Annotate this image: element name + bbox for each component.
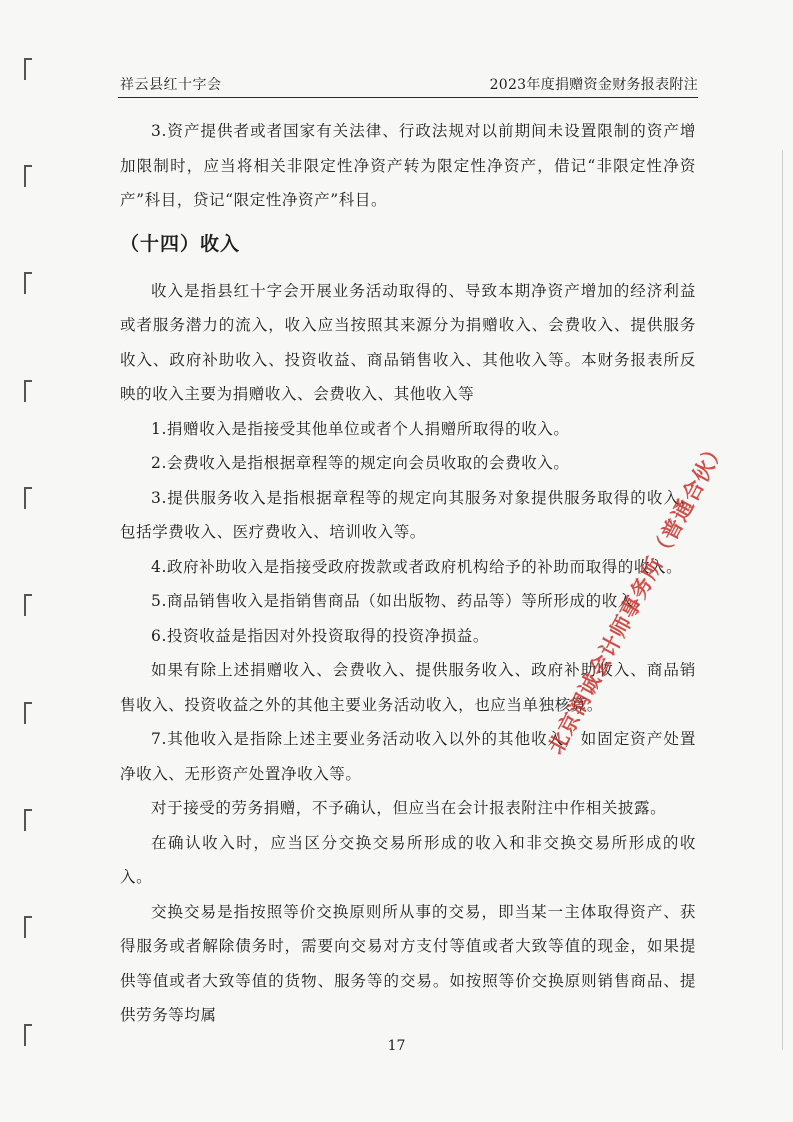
- binding-mark: [24, 487, 29, 509]
- binding-mark: [24, 702, 29, 724]
- binding-mark: [24, 58, 29, 80]
- document-body: [120, 114, 696, 1033]
- paragraph: 交换交易是指按照等价交换原则所从事的交易，即当某一主体取得资产、获得服务或者解除债务时，需要向交易对方支付等值或者大致等值的现金，如果提供等值或者大致等值的货物、服务等的交易。如按照等价交换原则销售商品、提供劳务等均属: [120, 902, 696, 1024]
- section-heading: （十四）收入: [120, 232, 241, 255]
- header-document-title: 2023年度捐赠资金财务报表附注: [489, 77, 698, 93]
- header-divider: [118, 97, 698, 98]
- paragraph: 如果有除上述捐赠收入、会费收入、提供服务收入、政府补助收入、商品销售收入、投资收益之外的其他主要业务活动收入，也应当单独核算。: [120, 661, 696, 714]
- paragraph: 1.捐赠收入是指接受其他单位或者个人捐赠所取得的收入。: [151, 419, 570, 438]
- paragraph: 对于接受的劳务捐赠，不予确认，但应当在会计报表附注中作相关披露。: [151, 799, 667, 817]
- paragraph: 在确认收入时，应当区分交换交易所形成的收入和非交换交易所形成的收入。: [120, 833, 696, 886]
- binding-mark: [24, 594, 29, 616]
- page-edge: [781, 150, 783, 1050]
- binding-mark: [24, 272, 29, 294]
- paragraph: 6.投资收益是指因对外投资取得的投资净损益。: [151, 626, 489, 645]
- paragraph: 2.会费收入是指根据章程等的规定向会员收取的会费收入。: [151, 454, 570, 472]
- paragraph: 4.政府补助收入是指接受政府拨款或者政府机构给予的补助而取得的收入。: [151, 557, 683, 576]
- paragraph: 5.商品销售收入是指销售商品（如出版物、药品等）等所形成的收入。: [151, 592, 650, 610]
- header-organization: 祥云县红十字会: [120, 77, 222, 93]
- binding-mark: [24, 916, 29, 938]
- paragraph: 收入是指县红十字会开展业务活动取得的、导致本期净资产增加的经济利益或者服务潜力的流入，收入应当按照其来源分为捐赠收入、会费收入、提供服务收入、政府补助收入、投资收益、商品销售收入、其他收入等。本财务报表所反映的收入主要为捐赠收入、会费收入、其他收入等: [120, 281, 696, 403]
- stamp-text: 北京润诚会计师事务所（普通合伙）: [543, 436, 730, 759]
- page-number: 17: [387, 1038, 406, 1054]
- binding-mark: [24, 809, 29, 831]
- paragraph: 7.其他收入是指除上述主要业务活动收入以外的其他收入，如固定资产处置净收入、无形资产处置净收入等。: [120, 730, 696, 783]
- paragraph: 3.提供服务收入是指根据章程等的规定向其服务对象提供服务取得的收入，包括学费收入、医疗费收入、培训收入等。: [120, 488, 696, 541]
- binding-mark: [24, 165, 29, 187]
- paragraph: 3.资产提供者或者国家有关法律、行政法规对以前期间未设置限制的资产增加限制时，应当将相关非限定性净资产转为限定性净资产，借记“非限定性净资产”科目，贷记“限定性净资产”科目。: [120, 122, 696, 209]
- binding-mark: [24, 380, 29, 402]
